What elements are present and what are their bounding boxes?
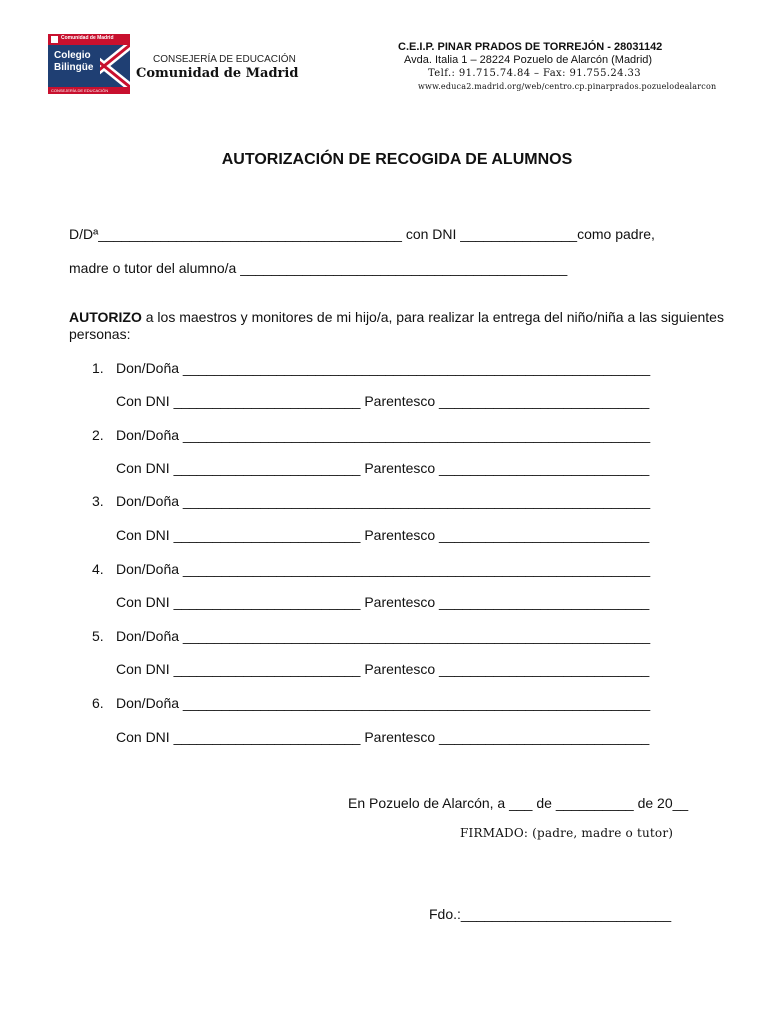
person-number: 4.: [92, 561, 104, 577]
person-number: 1.: [92, 360, 104, 376]
logo-line-1: Colegio: [54, 50, 91, 61]
person-1-name-line[interactable]: [92, 360, 650, 376]
person-2-name-line[interactable]: [92, 427, 650, 443]
person-don-line: Don/Doña ____________________________________________________________: [116, 360, 651, 376]
date-place-line[interactable]: En Pozuelo de Alarcón, a ___ de __________ de 20__: [348, 795, 689, 811]
school-address: Avda. Italia 1 – 28224 Pozuelo de Alarcón (Madrid): [404, 54, 653, 66]
page-title: AUTORIZACIÓN DE RECOGIDA DE ALUMNOS: [221, 151, 573, 168]
logo-bottom-text: CONSEJERÍA DE EDUCACIÓN: [51, 88, 109, 93]
person-4-dni-line[interactable]: Con DNI ________________________ Parentesco ___________________________: [116, 594, 650, 610]
comunidad-label: Comunidad de Madrid: [136, 66, 299, 81]
person-4-name-line[interactable]: [92, 561, 650, 577]
person-number: 2.: [92, 427, 104, 443]
signed-by-label: FIRMADO: (padre, madre o tutor): [460, 826, 674, 840]
school-name: C.E.I.P. PINAR PRADOS DE TORREJÓN - 28031142: [398, 41, 663, 53]
person-1-dni-line[interactable]: Con DNI ________________________ Parentesco ___________________________: [116, 393, 650, 409]
logo-line-2: Bilingüe: [54, 62, 94, 73]
signature-line[interactable]: Fdo.:___________________________: [429, 906, 672, 922]
person-5-dni-line[interactable]: Con DNI ________________________ Parentesco ___________________________: [116, 661, 650, 677]
guardian-name-line[interactable]: D/Dª_______________________________________ con DNI _______________como padre,: [69, 226, 655, 242]
autorizo-bold: AUTORIZO: [69, 309, 142, 325]
person-3-name-line[interactable]: [92, 493, 650, 509]
logo-star-icon: [51, 36, 58, 43]
school-logo: [48, 34, 130, 94]
person-3-dni-line[interactable]: Con DNI ________________________ Parentesco ___________________________: [116, 527, 650, 543]
person-don-line: Don/Doña ____________________________________________________________: [116, 493, 651, 509]
person-don-line: Don/Doña ____________________________________________________________: [116, 628, 651, 644]
person-don-line: Don/Doña ____________________________________________________________: [116, 427, 651, 443]
person-don-line: Don/Doña ____________________________________________________________: [116, 561, 651, 577]
person-6-name-line[interactable]: [92, 695, 650, 711]
logo-title: [54, 50, 93, 74]
authorization-paragraph: [69, 309, 729, 343]
person-don-line: Don/Doña ____________________________________________________________: [116, 695, 651, 711]
autorizo-text: a los maestros y monitores de mi hijo/a, para realizar la entrega del niño/niña a las siguientes personas:: [69, 309, 724, 342]
school-phone: Telf.: 91.715.74.84 – Fax: 91.755.24.33: [428, 68, 642, 79]
person-number: 5.: [92, 628, 104, 644]
person-number: 3.: [92, 493, 104, 509]
logo-top-text: Comunidad de Madrid: [61, 35, 114, 41]
logo-top-band: [48, 34, 130, 45]
logo-bottom-band: [48, 87, 130, 94]
student-name-line[interactable]: madre o tutor del alumno/a __________________________________________: [69, 260, 568, 276]
person-6-dni-line[interactable]: Con DNI ________________________ Parentesco ___________________________: [116, 729, 650, 745]
person-5-name-line[interactable]: [92, 628, 650, 644]
school-website: www.educa2.madrid.org/web/centro.cp.pinarprados.pozuelodealarcon: [418, 82, 717, 91]
person-number: 6.: [92, 695, 104, 711]
person-2-dni-line[interactable]: Con DNI ________________________ Parentesco ___________________________: [116, 460, 650, 476]
consejeria-label: CONSEJERÍA DE EDUCACIÓN: [153, 54, 296, 65]
